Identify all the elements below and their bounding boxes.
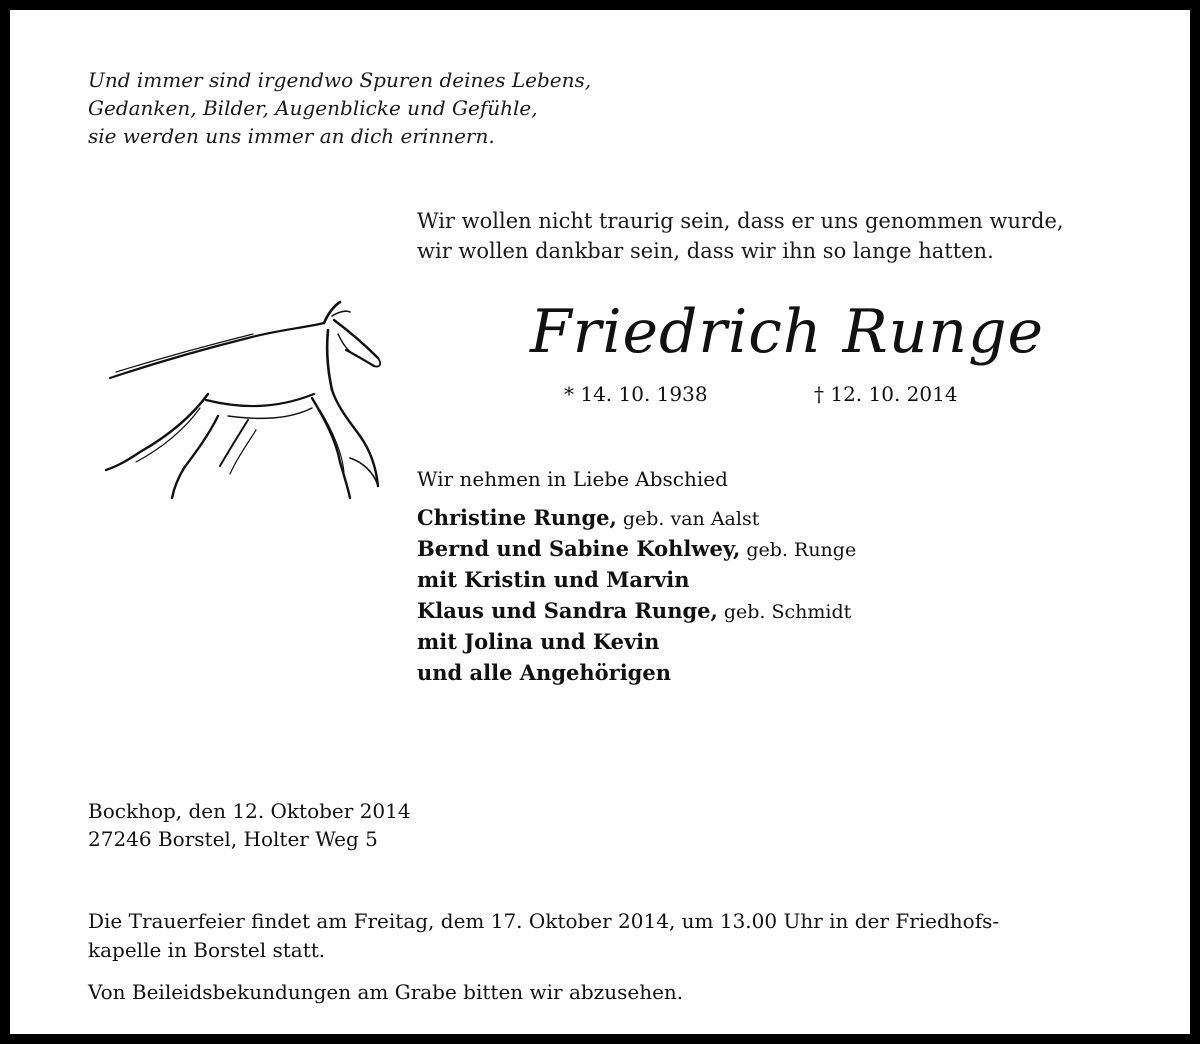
mourner-line: [417, 534, 856, 565]
mourner-line: [417, 627, 856, 658]
poem: [88, 66, 591, 150]
death-date: † 12. 10. 2014: [814, 382, 958, 406]
mourner-name: mit Jolina und Kevin: [417, 629, 660, 654]
mourner-line: [417, 596, 856, 627]
quote-line: wir wollen dankbar sein, dass wir ihn so lange hatten.: [417, 239, 994, 263]
service-line: kapelle in Borstel statt.: [88, 938, 326, 962]
mourner-suffix: geb. Schmidt: [717, 601, 852, 623]
mourner-line: [417, 503, 856, 534]
mourner-line: [417, 658, 856, 689]
place-date: Bockhop, den 12. Oktober 2014: [88, 799, 411, 823]
poem-line: Und immer sind irgendwo Spuren deines Lebens,: [88, 68, 592, 92]
place-and-address: [88, 797, 411, 853]
funeral-service-notice: [88, 907, 1148, 965]
quote: [417, 206, 1064, 266]
mourner-name: Bernd und Sabine Kohlwey,: [417, 536, 741, 561]
poem-line: sie werden uns immer an dich erinnern.: [88, 124, 495, 148]
mourner-name: mit Kristin und Marvin: [417, 567, 690, 592]
farewell-line: Wir nehmen in Liebe Abschied: [417, 467, 728, 491]
deceased-name: Friedrich Runge: [530, 297, 1044, 367]
quote-line: Wir wollen nicht traurig sein, dass er uns genommen wurde,: [417, 209, 1064, 233]
mourners-list: [417, 503, 856, 689]
address: 27246 Borstel, Holter Weg 5: [88, 827, 378, 851]
service-line: Die Trauerfeier findet am Freitag, dem 17. Oktober 2014, um 13.00 Uhr in der Friedhofs-: [88, 909, 1000, 933]
condolence-notice: Von Beileidsbekundungen am Grabe bitten wir abzusehen.: [88, 980, 684, 1004]
mourner-suffix: geb. van Aalst: [616, 508, 760, 530]
mourner-suffix: geb. Runge: [740, 539, 857, 561]
mourner-name: Klaus und Sandra Runge,: [417, 598, 718, 623]
mourner-line: [417, 565, 856, 596]
horse-drawing-icon: [88, 290, 398, 510]
mourner-name: und alle Angehörigen: [417, 660, 671, 685]
poem-line: Gedanken, Bilder, Augenblicke und Gefühle,: [88, 96, 538, 120]
mourner-name: Christine Runge,: [417, 505, 617, 530]
birth-date: * 14. 10. 1938: [564, 382, 708, 406]
